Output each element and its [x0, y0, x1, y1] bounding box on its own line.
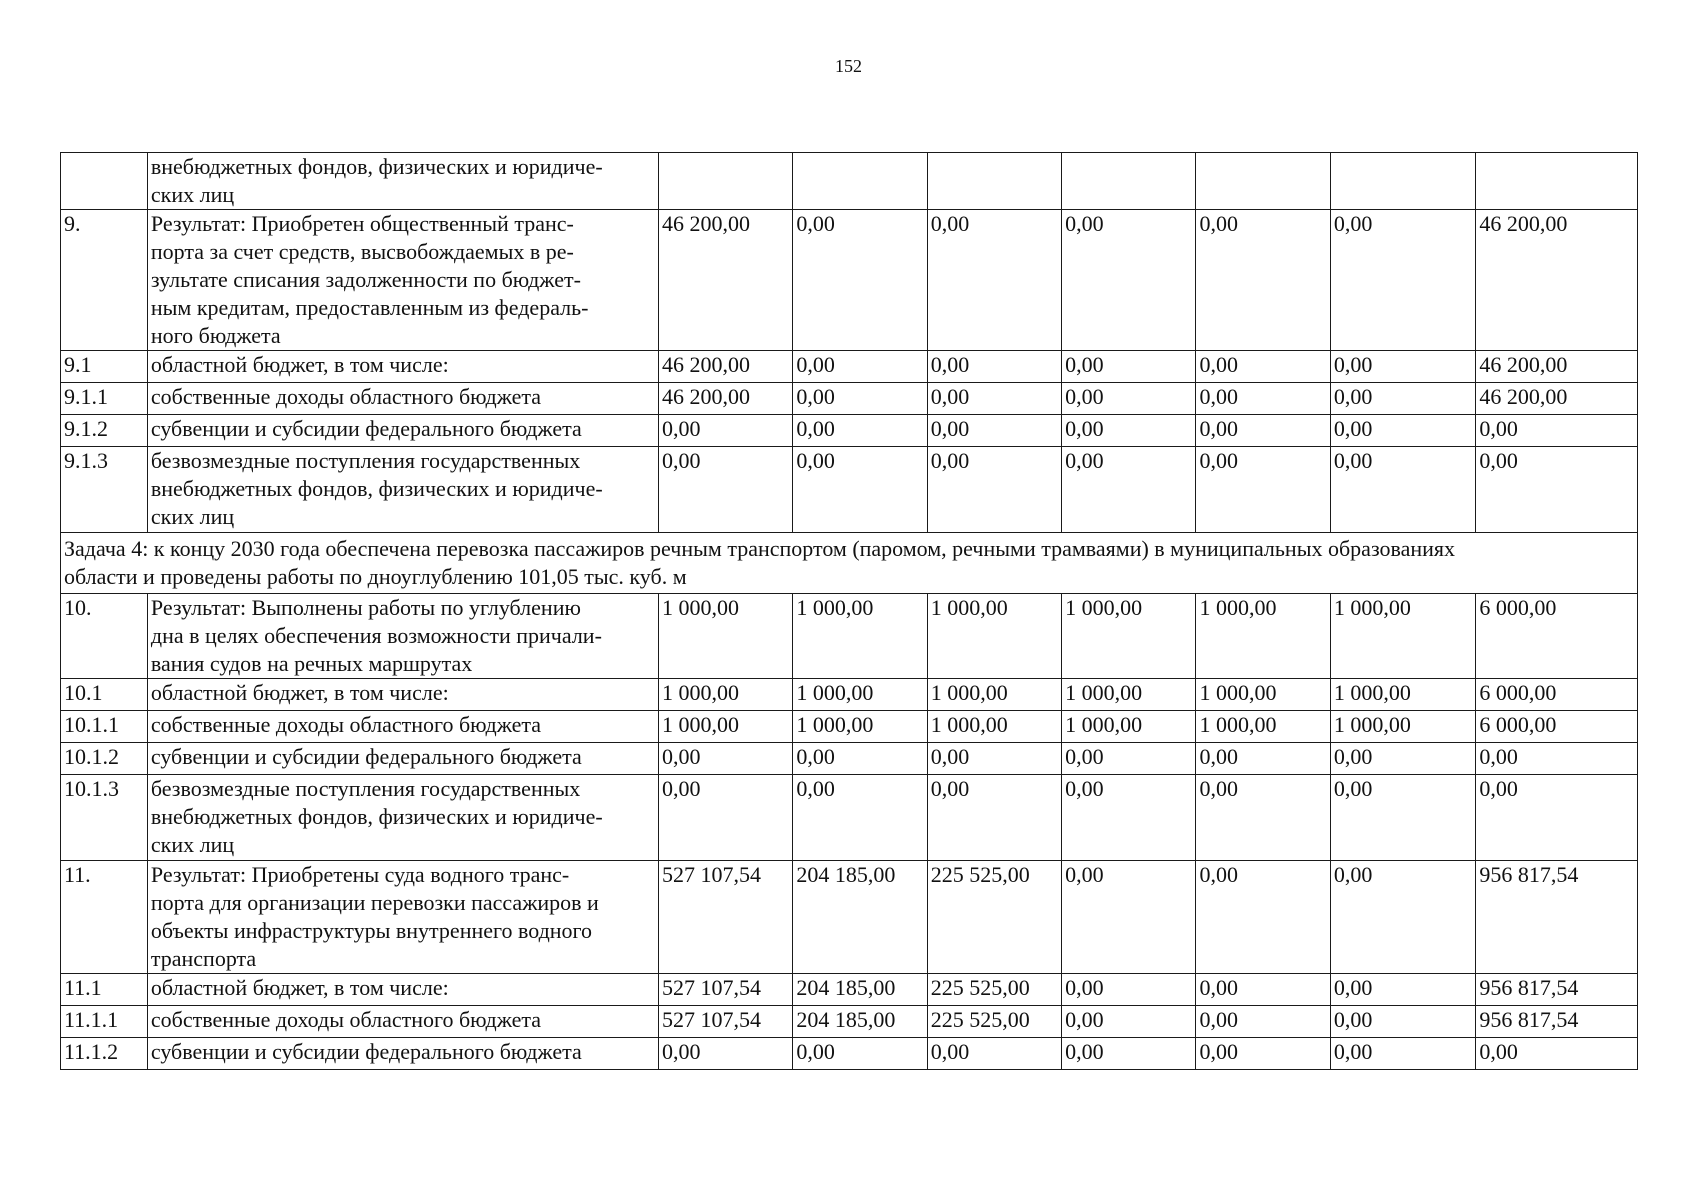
row-value: 527 107,54: [659, 861, 793, 974]
row-value: 0,00: [1330, 1006, 1475, 1038]
row-value: 0,00: [927, 351, 1061, 383]
row-value: 1 000,00: [927, 711, 1061, 743]
row-value: 1 000,00: [1196, 679, 1330, 711]
row-value: 0,00: [1330, 210, 1475, 351]
row-value: 0,00: [927, 447, 1061, 533]
row-total: 6 000,00: [1476, 679, 1638, 711]
table-row: [61, 1006, 1638, 1038]
row-value: 1 000,00: [1330, 594, 1475, 679]
row-value: 225 525,00: [927, 974, 1061, 1006]
table-row: [61, 743, 1638, 775]
table-row: [61, 210, 1638, 351]
row-value: 0,00: [1330, 974, 1475, 1006]
row-value: 0,00: [1062, 351, 1196, 383]
row-value: 1 000,00: [927, 679, 1061, 711]
row-value: 1 000,00: [927, 594, 1061, 679]
row-total: 0,00: [1476, 743, 1638, 775]
row-number: 9.1.1: [61, 383, 148, 415]
row-value: 0,00: [659, 1038, 793, 1070]
row-value: 0,00: [793, 743, 927, 775]
row-value: 0,00: [1196, 383, 1330, 415]
budget-table: [60, 152, 1638, 1070]
row-value: 225 525,00: [927, 1006, 1061, 1038]
row-value: 0,00: [1062, 383, 1196, 415]
row-value: 0,00: [1196, 861, 1330, 974]
task-row: [61, 533, 1638, 594]
row-name: областной бюджет, в том числе:: [147, 679, 658, 711]
row-total: 46 200,00: [1476, 351, 1638, 383]
table-row: [61, 1038, 1638, 1070]
row-value: 0,00: [659, 415, 793, 447]
row-total: 956 817,54: [1476, 974, 1638, 1006]
row-total: 956 817,54: [1476, 861, 1638, 974]
row-value: 0,00: [1196, 351, 1330, 383]
row-name: субвенции и субсидии федерального бюджета: [147, 1038, 658, 1070]
task-description: Задача 4: к концу 2030 года обеспечена перевозка пассажиров речным транспортом (паромом, речными трамваями) в муниципальных образованиях области и проведены работы по дноуглублению 101,05 тыс. куб. м: [61, 533, 1638, 594]
row-value: 0,00: [1196, 1038, 1330, 1070]
row-name: собственные доходы областного бюджета: [147, 1006, 658, 1038]
row-value: 225 525,00: [927, 861, 1061, 974]
table-row: [61, 594, 1638, 679]
row-value: 0,00: [1196, 974, 1330, 1006]
row-value: 0,00: [1330, 1038, 1475, 1070]
row-total: 6 000,00: [1476, 594, 1638, 679]
row-value: 1 000,00: [793, 679, 927, 711]
row-total: 46 200,00: [1476, 383, 1638, 415]
row-value: 0,00: [659, 743, 793, 775]
row-value: [1062, 153, 1196, 210]
row-number: 9.1: [61, 351, 148, 383]
row-name: безвозмездные поступления государственных внебюджетных фондов, физических и юридиче- ских лиц: [147, 447, 658, 533]
row-value: 1 000,00: [1062, 711, 1196, 743]
table-row: [61, 974, 1638, 1006]
row-total: 0,00: [1476, 415, 1638, 447]
row-value: 1 000,00: [793, 594, 927, 679]
row-value: 0,00: [1330, 861, 1475, 974]
page-number: 152: [835, 56, 862, 76]
row-name: субвенции и субсидии федерального бюджета: [147, 743, 658, 775]
row-value: [1196, 153, 1330, 210]
row-value: 0,00: [793, 383, 927, 415]
row-value: 0,00: [1196, 415, 1330, 447]
row-value: 0,00: [1196, 775, 1330, 861]
row-name: Результат: Приобретены суда водного транс- порта для организации перевозки пассажиров и объекты инфраструктуры внутреннего водного транспорта: [147, 861, 658, 974]
row-number: 11.1.1: [61, 1006, 148, 1038]
row-value: 0,00: [793, 447, 927, 533]
row-total: 0,00: [1476, 775, 1638, 861]
row-value: 0,00: [793, 1038, 927, 1070]
table-row: [61, 383, 1638, 415]
row-value: 204 185,00: [793, 1006, 927, 1038]
table-row: [61, 153, 1638, 210]
row-value: 0,00: [1062, 1006, 1196, 1038]
row-number: 10.1: [61, 679, 148, 711]
row-name: областной бюджет, в том числе:: [147, 351, 658, 383]
row-value: 0,00: [1330, 383, 1475, 415]
row-value: 0,00: [927, 383, 1061, 415]
row-value: 204 185,00: [793, 861, 927, 974]
row-value: 46 200,00: [659, 210, 793, 351]
table-row: [61, 351, 1638, 383]
row-value: [927, 153, 1061, 210]
row-name: областной бюджет, в том числе:: [147, 974, 658, 1006]
row-value: 1 000,00: [1330, 679, 1475, 711]
row-value: 0,00: [1062, 210, 1196, 351]
row-value: 0,00: [1062, 974, 1196, 1006]
row-value: 0,00: [1330, 351, 1475, 383]
row-number: 9.1.3: [61, 447, 148, 533]
row-value: 527 107,54: [659, 974, 793, 1006]
row-value: 0,00: [1330, 415, 1475, 447]
row-number: 11.1.2: [61, 1038, 148, 1070]
table-row: [61, 711, 1638, 743]
row-value: 1 000,00: [1196, 711, 1330, 743]
table-row: [61, 447, 1638, 533]
row-number: 11.1: [61, 974, 148, 1006]
row-value: 1 000,00: [1330, 711, 1475, 743]
table-row: [61, 861, 1638, 974]
row-value: 204 185,00: [793, 974, 927, 1006]
row-value: 0,00: [1062, 1038, 1196, 1070]
row-name: Результат: Приобретен общественный транс- порта за счет средств, высвобождаемых в ре- зультате списания задолженности по бюджет- ным кредитам, предоставленным из федераль- ного бюджета: [147, 210, 658, 351]
row-value: 1 000,00: [1062, 594, 1196, 679]
row-total: 6 000,00: [1476, 711, 1638, 743]
row-value: 0,00: [927, 743, 1061, 775]
row-value: 0,00: [927, 1038, 1061, 1070]
row-value: 0,00: [1196, 743, 1330, 775]
row-value: 1 000,00: [659, 711, 793, 743]
row-value: 0,00: [1196, 1006, 1330, 1038]
row-total: 0,00: [1476, 1038, 1638, 1070]
row-number: 9.1.2: [61, 415, 148, 447]
row-number: 10.1.3: [61, 775, 148, 861]
row-value: 0,00: [927, 775, 1061, 861]
row-value: 46 200,00: [659, 383, 793, 415]
row-name: Результат: Выполнены работы по углублению дна в целях обеспечения возможности причали- вания судов на речных маршрутах: [147, 594, 658, 679]
row-name: безвозмездные поступления государственных внебюджетных фондов, физических и юридиче- ских лиц: [147, 775, 658, 861]
row-value: [793, 153, 927, 210]
row-total: 956 817,54: [1476, 1006, 1638, 1038]
row-value: 0,00: [793, 210, 927, 351]
row-value: 527 107,54: [659, 1006, 793, 1038]
row-value: 0,00: [659, 447, 793, 533]
row-value: 0,00: [1196, 447, 1330, 533]
row-value: 0,00: [1330, 447, 1475, 533]
table-row: [61, 679, 1638, 711]
row-value: 1 000,00: [659, 594, 793, 679]
row-number: 9.: [61, 210, 148, 351]
table-row: [61, 415, 1638, 447]
row-value: 1 000,00: [1196, 594, 1330, 679]
row-value: 0,00: [1330, 775, 1475, 861]
row-value: 0,00: [793, 351, 927, 383]
row-value: 0,00: [793, 415, 927, 447]
row-total: 0,00: [1476, 447, 1638, 533]
row-value: 0,00: [1062, 775, 1196, 861]
row-value: 0,00: [1062, 415, 1196, 447]
row-value: 0,00: [927, 415, 1061, 447]
row-number: 10.1.2: [61, 743, 148, 775]
row-value: 0,00: [927, 210, 1061, 351]
row-number: 10.: [61, 594, 148, 679]
table-row: [61, 775, 1638, 861]
row-number: 11.: [61, 861, 148, 974]
row-value: 46 200,00: [659, 351, 793, 383]
row-value: 0,00: [1330, 743, 1475, 775]
row-value: 0,00: [659, 775, 793, 861]
row-value: 0,00: [793, 775, 927, 861]
row-name: собственные доходы областного бюджета: [147, 383, 658, 415]
row-value: [659, 153, 793, 210]
row-total: 46 200,00: [1476, 210, 1638, 351]
row-value: 0,00: [1196, 210, 1330, 351]
row-name: собственные доходы областного бюджета: [147, 711, 658, 743]
row-number: 10.1.1: [61, 711, 148, 743]
row-name: субвенции и субсидии федерального бюджета: [147, 415, 658, 447]
row-value: 1 000,00: [793, 711, 927, 743]
row-value: 1 000,00: [659, 679, 793, 711]
row-value: 0,00: [1062, 743, 1196, 775]
row-name: внебюджетных фондов, физических и юридиче- ских лиц: [147, 153, 658, 210]
row-value: [1330, 153, 1475, 210]
row-number: [61, 153, 148, 210]
table-body: [61, 153, 1638, 1070]
row-value: 0,00: [1062, 861, 1196, 974]
row-value: 1 000,00: [1062, 679, 1196, 711]
row-total: [1476, 153, 1638, 210]
row-value: 0,00: [1062, 447, 1196, 533]
